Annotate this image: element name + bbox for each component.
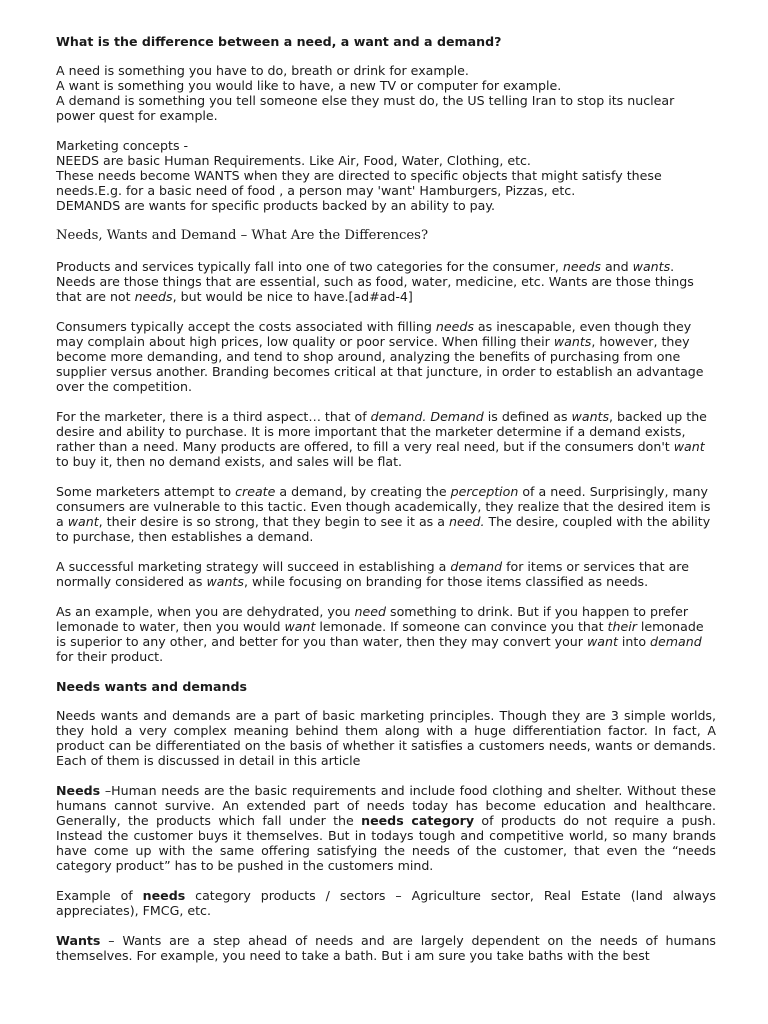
section-title: Needs wants and demands (56, 679, 248, 694)
concepts-heading: Marketing concepts - (56, 138, 189, 153)
need-definition: A need is something you have to do, breath or drink for example. (56, 63, 469, 78)
article-paragraph-3: For the marketer, there is a third aspect… that of demand. Demand is defined as wants, backed up the desire and ability to purchase. It is more important that the marketer determine if a demand exists, rather than a need. Many products are offered, to fill a very real need, but if the consumers don't want to buy it, then no demand exists, and sales will be flat. (56, 409, 707, 469)
concepts-needs: NEEDS are basic Human Requirements. Like Air, Food, Water, Clothing, etc. (56, 153, 531, 168)
marketing-concepts-block (56, 138, 716, 213)
needs-example-paragraph: Example of needs category products / sectors – Agriculture sector, Real Estate (land always appreciates), FMCG, etc. (56, 888, 716, 918)
article-paragraph-6: As an example, when you are dehydrated, you need something to drink. But if you happen to prefer lemonade to water, then you would want lemonade. If someone can convince you that their lemonade is superior to any other, and better for you than water, then they may convert your want into demand for their product. (56, 604, 704, 664)
wants-paragraph: Wants – Wants are a step ahead of needs and are largely dependent on the needs of humans themselves. For example, you need to take a bath. But i am sure you take baths with the best (56, 933, 716, 963)
article-paragraph-4: Some marketers attempt to create a demand, by creating the perception of a need. Surprisingly, many consumers are vulnerable to this tactic. Even though academically, they realize that the desired item is a want, their desire is so strong, that they begin to see it as a need. The desire, coupled with the ability to purchase, then establishes a demand. (56, 484, 711, 544)
article-paragraph-5: A successful marketing strategy will succeed in establishing a demand for items or services that are normally considered as wants, while focusing on branding for those items classified as needs. (56, 559, 689, 589)
intro-block (56, 63, 716, 123)
concepts-wants: These needs become WANTS when they are directed to specific objects that might satisfy these needs.E.g. for a basic need of food , a person may 'want' Hamburgers, Pizzas, etc. (56, 168, 662, 198)
article-paragraph-1: Products and services typically fall into one of two categories for the consumer, needs and wants. Needs are those things that are essential, such as food, water, medicine, etc. Wants are those things that are not needs, but would be nice to have.[ad#ad-4] (56, 259, 694, 304)
concepts-demands: DEMANDS are wants for specific products backed by an ability to pay. (56, 198, 496, 213)
demand-definition: A demand is something you tell someone else they must do, the US telling Iran to stop its nuclear power quest for example. (56, 93, 675, 123)
article-title: Needs, Wants and Demand – What Are the Differences? (56, 228, 429, 243)
section-paragraph-intro: Needs wants and demands are a part of basic marketing principles. Though they are 3 simple worlds, they hold a very complex meaning behind them along with a huge differentiation factor. In fact, A product can be differentiated on the basis of whether it satisfies a customers needs, wants or demands. Each of them is discussed in detail in this article (56, 708, 716, 768)
question-title: What is the difference between a need, a want and a demand? (56, 34, 502, 49)
article-paragraph-2: Consumers typically accept the costs associated with filling needs as inescapable, even though they may complain about high prices, low quality or poor service. When filling their wants, however, they become more demanding, and tend to shop around, analyzing the benefits of purchasing from one supplier versus another. Branding becomes critical at that juncture, in order to establish an advantage over the competition. (56, 319, 704, 394)
want-definition: A want is something you would like to have, a new TV or computer for example. (56, 78, 562, 93)
needs-paragraph: Needs –Human needs are the basic requirements and include food clothing and shelter. Without these humans cannot survive. An extended part of needs today has become education and healthcare. Generally, the products which fall under the needs category of products do not require a push. Instead the customer buys it themselves. But in todays tough and competitive world, so many brands have come up with the same offering satisfying the needs of the customer, that even the “needs category product” has to be pushed in the customers mind. (56, 783, 717, 873)
